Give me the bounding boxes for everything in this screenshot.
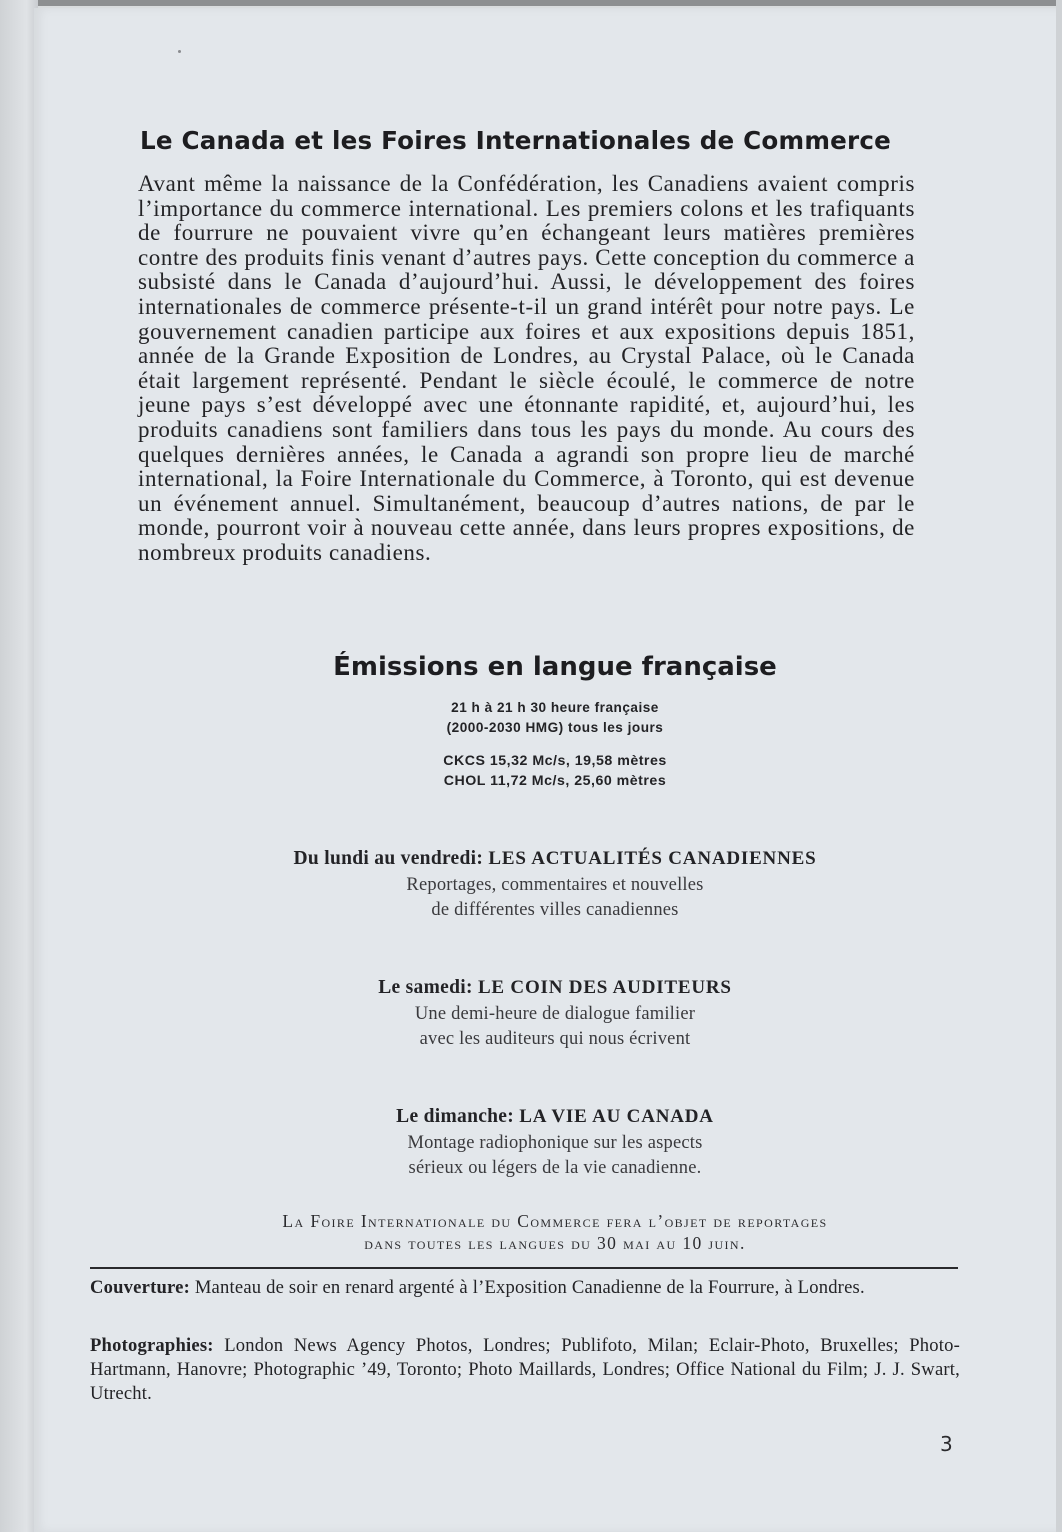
cover-credit-label: Couverture: [90, 1277, 190, 1298]
frequency-line-2: CHOL 11,72 Mc/s, 25,60 mètres [443, 773, 667, 789]
program-title: LE COIN DES AUDITEURS [477, 977, 732, 998]
program-day: Le dimanche: [396, 1106, 515, 1127]
program-desc-line-2: avec les auditeurs qui nous écrivent [419, 1028, 691, 1049]
photo-credits [90, 1334, 960, 1406]
cover-credit-text: Manteau de soir en renard argenté à l’Exposition Canadienne de la Fourrure, à Londres. [194, 1277, 865, 1298]
program-title: LES ACTUALITÉS CANADIENNES [488, 848, 817, 869]
program-day: Le samedi: [378, 977, 473, 998]
credits-divider [90, 1267, 958, 1269]
program-day: Du lundi au vendredi: [293, 848, 484, 869]
page-top-edge [0, 0, 1062, 6]
photo-credits-text: London News Agency Photos, Londres; Publifoto, Milan; Eclair-Photo, Bruxelles; Photo-Hartmann, Hanovre; Photographic ’49, Toronto; Photo Maillards, Londres; Office National du Film; J. J. Swart, Utrecht. [90, 1335, 960, 1404]
broadcast-frequencies [0, 751, 1062, 791]
program-desc-line-1: Une demi-heure de dialogue familier [414, 1004, 696, 1024]
notice-line-1: La Foire Internationale du Commerce fera l’objet de reportages [282, 1211, 828, 1231]
program-saturday [0, 974, 1062, 1051]
photo-credits-label: Photographies: [90, 1335, 214, 1356]
program-desc-line-2: sérieux ou légers de la vie canadienne. [408, 1157, 702, 1178]
broadcast-heading: Émissions en langue française [333, 652, 777, 682]
frequency-line-1: CKCS 15,32 Mc/s, 19,58 mètres [443, 753, 667, 769]
program-weekday [0, 845, 1062, 922]
program-desc-line-2: de différentes villes canadiennes [431, 899, 679, 920]
program-desc-line-1: Reportages, commentaires et nouvelles [406, 875, 704, 895]
article-body: Avant même la naissance de la Confédération, les Canadiens avaient compris l’importance du commerce international. Les premiers colons et les trafiquants de fourrure ne pouvaient vivre qu’en échangeant leurs matières premières contre des produits finis venant d’autres pays. Cette conception du commerce a subsisté dans le Canada d’aujourd’hui. Aussi, le développement des foires internationales de commerce présente-t-il un grand intérêt pour notre pays. Le gouvernement canadien participe aux foires et aux expositions depuis 1851, année de la Grande Exposition de Londres, au Crystal Palace, où le Canada était largement représenté. Pendant le siècle écoulé, le commerce de notre jeune pays s’est développé avec une étonnante rapidité, et, aujourd’hui, les produits canadiens sont familiers dans tous les pays du monde. Au cours des quelques dernières années, le Canada a agrandi son propre lieu de marché international, la Foire Internationale du Commerce, à Toronto, qui est devenue un événement annuel. Simultanément, beaucoup d’autres nations, de par le monde, pourront voir à nouveau cette année, dans leurs propres expositions, de nombreux produits canadiens. [138, 171, 915, 565]
trade-fair-notice [0, 1211, 1062, 1254]
program-desc-line-1: Montage radiophonique sur les aspects [407, 1133, 703, 1153]
program-sunday [0, 1103, 1062, 1180]
article-title: Le Canada et les Foires Internationales de Commerce [140, 126, 892, 155]
notice-line-2: dans toutes les langues du 30 mai au 10 juin. [364, 1232, 746, 1253]
time-line-2: (2000-2030 HMG) tous les jours [446, 720, 664, 735]
time-line-1: 21 h à 21 h 30 heure française [451, 700, 659, 715]
page-number: 3 [940, 1432, 953, 1456]
program-title: LA VIE AU CANADA [519, 1106, 714, 1127]
broadcast-times [0, 698, 1062, 738]
cover-credit [90, 1276, 960, 1300]
paper-speck [178, 50, 181, 53]
